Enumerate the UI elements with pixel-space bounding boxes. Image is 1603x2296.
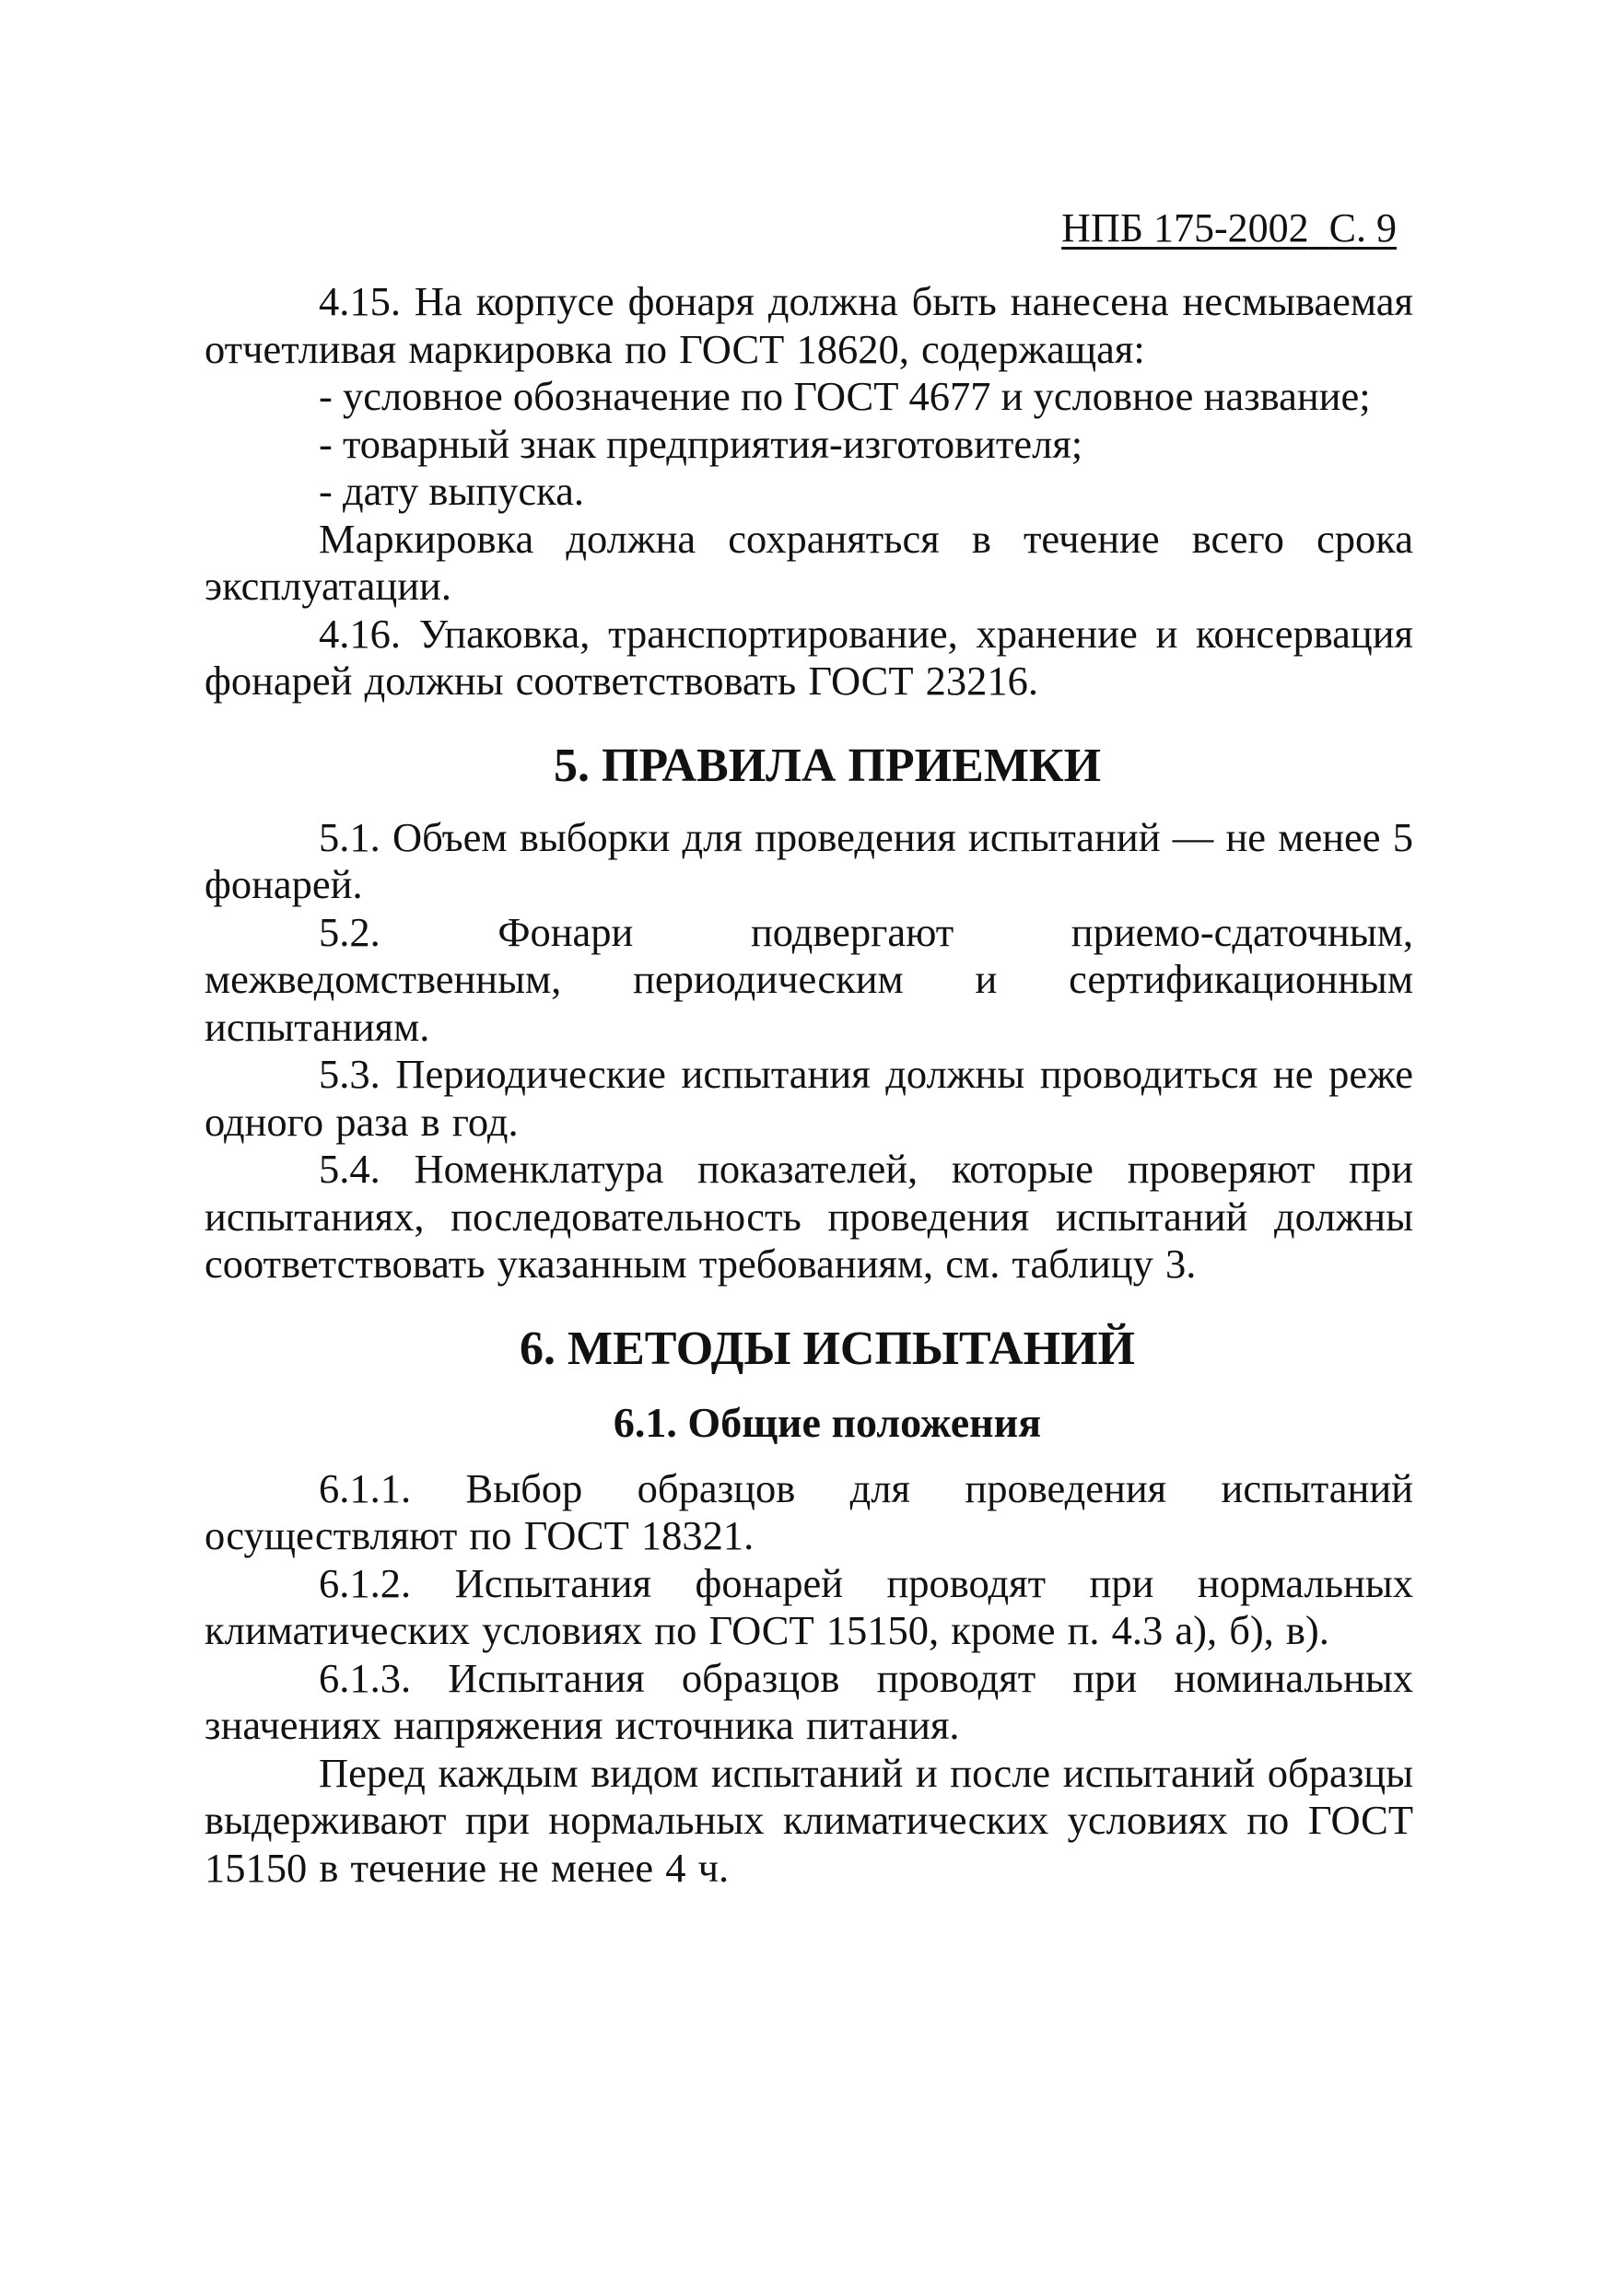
marking-item-date: - дату выпуска.: [319, 468, 584, 514]
paragraph-6-1-3: 6.1.3. Испытания образцов проводят при номинальных значениях напряжения источника питания.: [205, 1654, 1413, 1748]
paragraph-conditioning: Перед каждым видом испытаний и после испытаний образцы выдерживают при нормальных климатических условиях по ГОСТ 15150 в течение не менее 4 ч.: [205, 1749, 1413, 1891]
paragraph-6-1-1: 6.1.1. Выбор образцов для проведения испытаний осуществляют по ГОСТ 18321.: [205, 1464, 1413, 1558]
marking-item-trademark: - товарный знак предприятия-изготовителя;: [319, 420, 1083, 467]
paragraph-6-1-2: 6.1.2. Испытания фонарей проводят при нормальных климатических условиях по ГОСТ 15150, кроме п. 4.3 а), б), в).: [205, 1559, 1413, 1653]
page-number: С. 9: [1328, 205, 1397, 251]
paragraph-5-2: 5.2. Фонари подвергают приемо-сдаточным, межведомственным, периодическим и сертификационным испытаниям.: [205, 908, 1413, 1050]
paragraph-marking-note: Маркировка должна сохраняться в течение всего срока эксплуатации.: [205, 515, 1413, 609]
paragraph-4-16: 4.16. Упаковка, транспортирование, хранение и консервация фонарей должны соответствовать ГОСТ 23216.: [205, 610, 1413, 704]
paragraph-5-1: 5.1. Объем выборки для проведения испытаний — не менее 5 фонарей.: [205, 813, 1413, 907]
document-code: НПБ 175-2002: [1061, 205, 1309, 251]
paragraph-4-15: 4.15. На корпусе фонаря должна быть нанесена несмываемая отчетливая маркировка по ГОСТ 18620, содержащая:: [205, 278, 1413, 372]
subsection-title-general: 6.1. Общие положения: [613, 1398, 1042, 1446]
section-title-acceptance-rules: 5. ПРАВИЛА ПРИЕМКИ: [553, 739, 1102, 792]
marking-item-designation: - условное обозначение по ГОСТ 4677 и условное название;: [319, 373, 1371, 419]
section-title-test-methods: 6. МЕТОДЫ ИСПЫТАНИЙ: [520, 1322, 1135, 1375]
paragraph-5-4: 5.4. Номенклатура показателей, которые проверяют при испытаниях, последовательность проведения испытаний должны соответствовать указанным требованиям, см. таблицу 3.: [205, 1146, 1413, 1287]
document-body: [205, 278, 1413, 1892]
paragraph-5-3: 5.3. Периодические испытания должны проводиться не реже одного раза в год.: [205, 1051, 1413, 1145]
page-header: [1061, 204, 1397, 252]
